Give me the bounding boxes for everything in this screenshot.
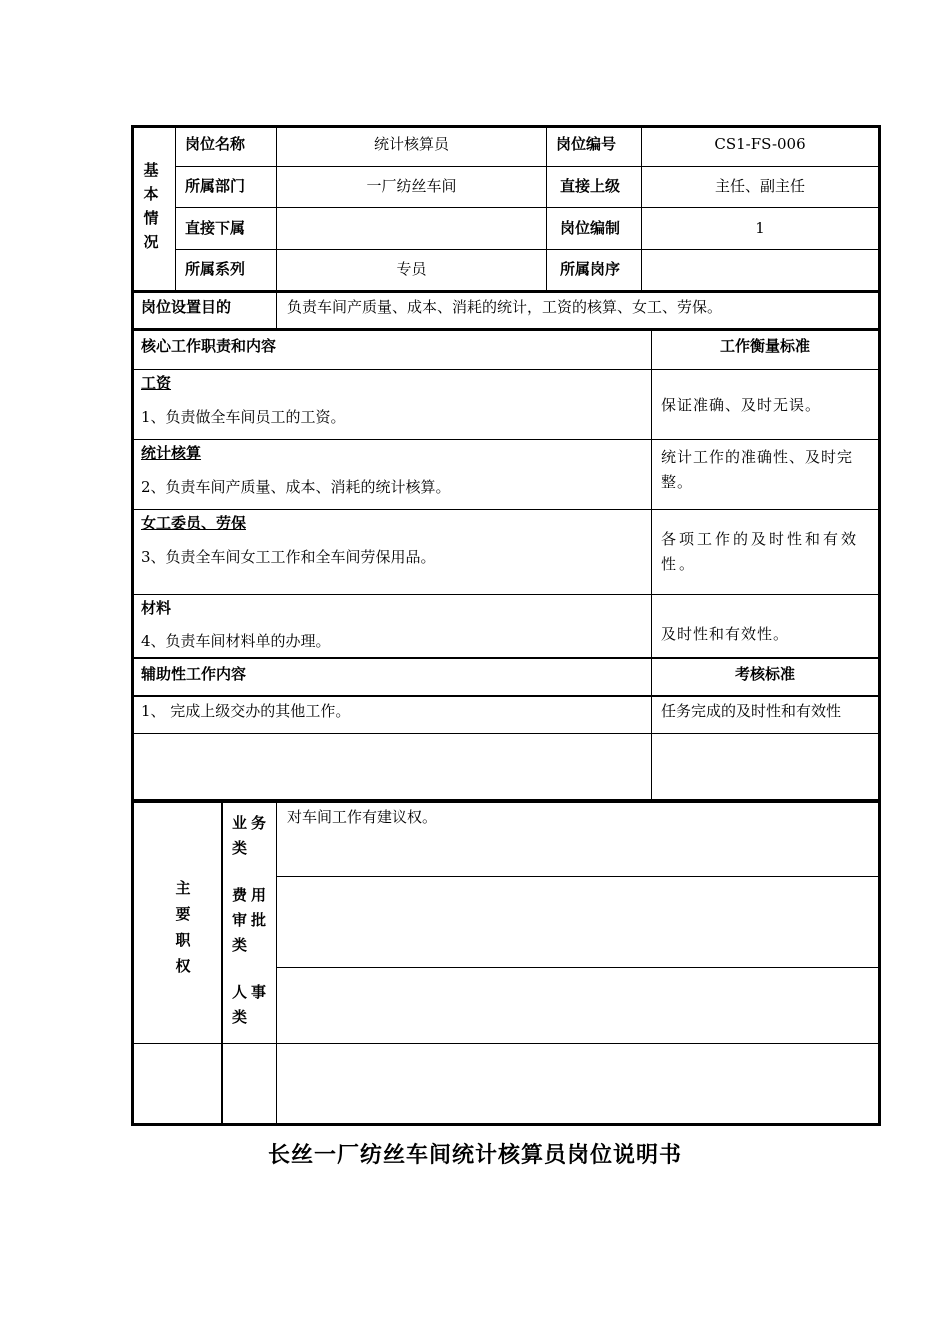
duty-desc-female-labor: 3、负责全车间女工工作和全车间劳保用品。 xyxy=(141,548,436,566)
duty-title-female-labor: 女工委员、劳保 xyxy=(141,514,247,532)
series-label: 所属系列 xyxy=(185,260,246,278)
aux-duty-standard: 任务完成的及时性和有效性 xyxy=(661,702,842,720)
duty-standard-materials: 及时性和有效性。 xyxy=(661,625,790,643)
authority-business-category: 业务类 xyxy=(232,814,271,857)
department-label: 所属部门 xyxy=(185,177,246,195)
position-name-label: 岗位名称 xyxy=(185,135,246,153)
department-value: 一厂纺丝车间 xyxy=(366,177,457,195)
duty-desc-statistics: 2、负责车间产质量、成本、消耗的统计核算。 xyxy=(141,478,451,496)
authority-side-label: 主要职权 xyxy=(175,879,191,975)
authority-business-text: 对车间工作有建议权。 xyxy=(287,808,438,826)
duty-title-wages: 工资 xyxy=(141,374,172,392)
duty-desc-wages: 1、负责做全车间员工的工资。 xyxy=(141,408,346,426)
core-duties-header: 核心工作职责和内容 xyxy=(141,337,277,355)
series-value: 专员 xyxy=(396,260,427,278)
duty-standard-wages: 保证准确、及时无误。 xyxy=(661,396,822,414)
duty-desc-materials: 4、负责车间材料单的办理。 xyxy=(141,632,331,650)
document-title: 长丝一厂纺丝车间统计核算员岗位说明书 xyxy=(267,1143,682,1168)
purpose-label: 岗位设置目的 xyxy=(141,298,232,316)
duty-standard-female-labor: 各项工作的及时性和有效性。 xyxy=(661,530,860,573)
direct-superior-value: 主任、副主任 xyxy=(714,177,805,195)
headcount-value: 1 xyxy=(755,219,765,237)
aux-standard-header: 考核标准 xyxy=(734,665,795,683)
basic-info-side-label: 基本情况 xyxy=(143,161,159,251)
position-name-value: 统计核算员 xyxy=(373,135,449,153)
aux-duties-header: 辅助性工作内容 xyxy=(141,665,247,683)
position-rank-label: 所属岗序 xyxy=(560,260,621,278)
direct-superior-label: 直接上级 xyxy=(560,177,621,195)
aux-duty-desc: 1、 完成上级交办的其他工作。 xyxy=(141,702,351,720)
core-standard-header: 工作衡量标准 xyxy=(719,337,810,355)
authority-personnel-category: 人事类 xyxy=(232,983,271,1026)
duty-title-materials: 材料 xyxy=(141,599,172,617)
headcount-label: 岗位编制 xyxy=(560,219,621,237)
position-code-label: 岗位编号 xyxy=(556,135,617,153)
duty-standard-statistics: 统计工作的准确性、及时完整。 xyxy=(661,448,854,491)
position-code-value: CS1-FS-006 xyxy=(714,135,806,153)
authority-expense-category: 费用审批类 xyxy=(232,886,271,954)
subordinate-label: 直接下属 xyxy=(185,219,246,237)
duty-title-statistics: 统计核算 xyxy=(141,444,202,462)
purpose-text: 负责车间产质量、成本、消耗的统计，工资的核算、女工、劳保。 xyxy=(287,298,723,316)
